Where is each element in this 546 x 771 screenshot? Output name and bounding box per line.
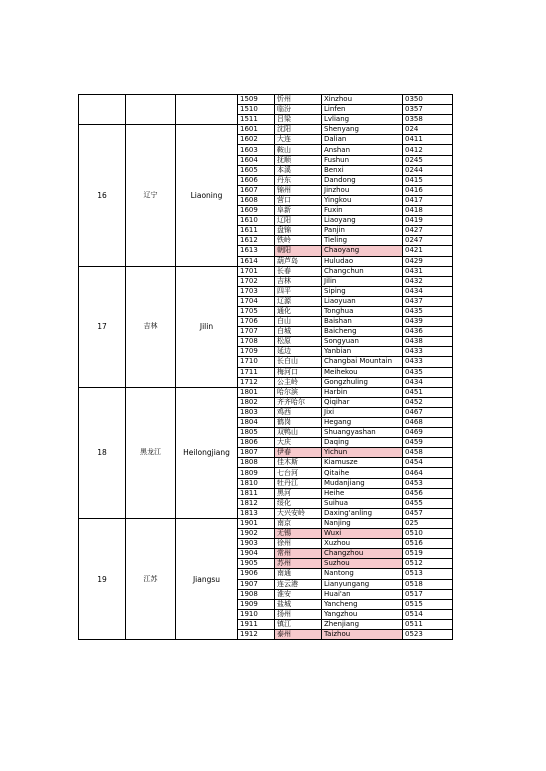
area-code-cell: 0518 xyxy=(403,579,453,589)
city-chinese-cell: 朝阳 xyxy=(275,246,322,256)
area-code-cell: 0419 xyxy=(403,216,453,226)
area-code-cell: 025 xyxy=(403,518,453,528)
city-chinese-cell: 齐齐哈尔 xyxy=(275,397,322,407)
city-chinese-cell: 忻州 xyxy=(275,95,322,105)
city-english-cell: Liaoyang xyxy=(322,216,403,226)
city-chinese-cell: 临汾 xyxy=(275,105,322,115)
province-english-cell: Heilongjiang xyxy=(176,387,238,518)
city-english-cell: Yangzhou xyxy=(322,609,403,619)
city-english-cell: Suzhou xyxy=(322,559,403,569)
city-code-cell: 1904 xyxy=(238,549,275,559)
city-english-cell: Panjin xyxy=(322,226,403,236)
city-chinese-cell: 常州 xyxy=(275,549,322,559)
area-code-cell: 0458 xyxy=(403,448,453,458)
city-code-cell: 1806 xyxy=(238,438,275,448)
city-chinese-cell: 伊春 xyxy=(275,448,322,458)
city-code-cell: 1607 xyxy=(238,185,275,195)
city-code-cell: 1603 xyxy=(238,145,275,155)
city-english-cell: Daqing xyxy=(322,438,403,448)
city-chinese-cell: 丹东 xyxy=(275,175,322,185)
province-number-cell: 16 xyxy=(79,125,126,266)
area-code-cell: 0451 xyxy=(403,387,453,397)
city-code-cell: 1907 xyxy=(238,579,275,589)
city-code-cell: 1613 xyxy=(238,246,275,256)
province-english-cell: Jiangsu xyxy=(176,518,238,639)
city-english-cell: Kiamusze xyxy=(322,458,403,468)
area-code-cell: 0247 xyxy=(403,236,453,246)
city-chinese-cell: 锦州 xyxy=(275,185,322,195)
area-code-cell: 0517 xyxy=(403,589,453,599)
area-code-cell: 0469 xyxy=(403,428,453,438)
area-code-cell: 024 xyxy=(403,125,453,135)
table-row xyxy=(79,518,453,528)
city-english-cell: Linfen xyxy=(322,105,403,115)
area-code-cell: 0454 xyxy=(403,458,453,468)
city-english-cell: Yichun xyxy=(322,448,403,458)
province-number-cell: 17 xyxy=(79,266,126,387)
province-number-cell: 18 xyxy=(79,387,126,518)
city-code-cell: 1706 xyxy=(238,317,275,327)
area-code-cell: 0515 xyxy=(403,599,453,609)
city-code-cell: 1509 xyxy=(238,95,275,105)
area-code-cell: 0415 xyxy=(403,175,453,185)
city-english-cell: Nantong xyxy=(322,569,403,579)
province-number-cell: 19 xyxy=(79,518,126,639)
city-chinese-cell: 葫芦岛 xyxy=(275,256,322,266)
area-code-cell: 0467 xyxy=(403,407,453,417)
area-code-cell: 0350 xyxy=(403,95,453,105)
city-english-cell: Siping xyxy=(322,286,403,296)
city-english-cell: Changbai Mountain xyxy=(322,357,403,367)
city-english-cell: Tieling xyxy=(322,236,403,246)
area-code-cell: 0435 xyxy=(403,306,453,316)
province-number-cell xyxy=(79,95,126,125)
city-chinese-cell: 白城 xyxy=(275,327,322,337)
city-english-cell: Tonghua xyxy=(322,306,403,316)
city-code-cell: 1802 xyxy=(238,397,275,407)
city-english-cell: Fushun xyxy=(322,155,403,165)
city-english-cell: Xuzhou xyxy=(322,539,403,549)
city-english-cell: Wuxi xyxy=(322,529,403,539)
city-code-cell: 1912 xyxy=(238,629,275,639)
city-code-cell: 1605 xyxy=(238,165,275,175)
city-code-cell: 1807 xyxy=(238,448,275,458)
city-code-cell: 1606 xyxy=(238,175,275,185)
city-code-cell: 1611 xyxy=(238,226,275,236)
city-english-cell: Mudanjiang xyxy=(322,478,403,488)
city-code-cell: 1707 xyxy=(238,327,275,337)
area-code-cell: 0357 xyxy=(403,105,453,115)
city-code-cell: 1911 xyxy=(238,619,275,629)
city-english-cell: Liaoyuan xyxy=(322,296,403,306)
city-chinese-cell: 徐州 xyxy=(275,539,322,549)
city-code-cell: 1813 xyxy=(238,508,275,518)
area-code-cell: 0453 xyxy=(403,478,453,488)
city-english-cell: Shenyang xyxy=(322,125,403,135)
city-code-cell: 1804 xyxy=(238,418,275,428)
area-code-cell: 0455 xyxy=(403,498,453,508)
city-chinese-cell: 淮安 xyxy=(275,589,322,599)
area-code-cell: 0437 xyxy=(403,296,453,306)
province-english-cell: Liaoning xyxy=(176,125,238,266)
city-english-cell: Jilin xyxy=(322,276,403,286)
city-chinese-cell: 牡丹江 xyxy=(275,478,322,488)
city-english-cell: Suihua xyxy=(322,498,403,508)
city-english-cell: Changzhou xyxy=(322,549,403,559)
city-code-cell: 1711 xyxy=(238,367,275,377)
city-chinese-cell: 长白山 xyxy=(275,357,322,367)
city-code-table xyxy=(78,94,453,640)
city-chinese-cell: 鹤岗 xyxy=(275,418,322,428)
city-english-cell: Heihe xyxy=(322,488,403,498)
city-code-cell: 1510 xyxy=(238,105,275,115)
city-code-cell: 1805 xyxy=(238,428,275,438)
city-english-cell: Qiqihar xyxy=(322,397,403,407)
city-chinese-cell: 大兴安岭 xyxy=(275,508,322,518)
city-chinese-cell: 绥化 xyxy=(275,498,322,508)
city-code-cell: 1901 xyxy=(238,518,275,528)
city-english-cell: Nanjing xyxy=(322,518,403,528)
table-row xyxy=(79,387,453,397)
area-code-cell: 0245 xyxy=(403,155,453,165)
city-code-cell: 1610 xyxy=(238,216,275,226)
area-code-cell: 0244 xyxy=(403,165,453,175)
table-row xyxy=(79,95,453,105)
area-code-cell: 0429 xyxy=(403,256,453,266)
city-english-cell: Changchun xyxy=(322,266,403,276)
city-code-cell: 1608 xyxy=(238,195,275,205)
city-chinese-cell: 通化 xyxy=(275,306,322,316)
area-code-cell: 0468 xyxy=(403,418,453,428)
area-code-cell: 0439 xyxy=(403,317,453,327)
city-chinese-cell: 四平 xyxy=(275,286,322,296)
city-english-cell: Jinzhou xyxy=(322,185,403,195)
city-chinese-cell: 梅河口 xyxy=(275,367,322,377)
city-english-cell: Yingkou xyxy=(322,195,403,205)
area-code-cell: 0417 xyxy=(403,195,453,205)
area-code-cell: 0512 xyxy=(403,559,453,569)
area-code-cell: 0452 xyxy=(403,397,453,407)
city-chinese-cell: 延边 xyxy=(275,347,322,357)
city-chinese-cell: 鞍山 xyxy=(275,145,322,155)
city-english-cell: Baicheng xyxy=(322,327,403,337)
city-code-cell: 1709 xyxy=(238,347,275,357)
city-code-cell: 1704 xyxy=(238,296,275,306)
city-code-cell: 1702 xyxy=(238,276,275,286)
city-english-cell: Yanbian xyxy=(322,347,403,357)
city-chinese-cell: 南京 xyxy=(275,518,322,528)
city-english-cell: Gongzhuling xyxy=(322,377,403,387)
city-code-cell: 1612 xyxy=(238,236,275,246)
city-chinese-cell: 扬州 xyxy=(275,609,322,619)
city-code-cell: 1803 xyxy=(238,407,275,417)
area-code-cell: 0432 xyxy=(403,276,453,286)
area-code-cell: 0436 xyxy=(403,327,453,337)
city-chinese-cell: 苏州 xyxy=(275,559,322,569)
area-code-cell: 0438 xyxy=(403,337,453,347)
city-code-cell: 1602 xyxy=(238,135,275,145)
city-code-cell: 1910 xyxy=(238,609,275,619)
city-chinese-cell: 沈阳 xyxy=(275,125,322,135)
area-code-cell: 0416 xyxy=(403,185,453,195)
area-code-cell: 0434 xyxy=(403,286,453,296)
city-chinese-cell: 大连 xyxy=(275,135,322,145)
city-english-cell: Lianyungang xyxy=(322,579,403,589)
city-code-cell: 1703 xyxy=(238,286,275,296)
city-english-cell: Yancheng xyxy=(322,599,403,609)
area-code-cell: 0433 xyxy=(403,357,453,367)
city-code-cell: 1810 xyxy=(238,478,275,488)
city-chinese-cell: 南通 xyxy=(275,569,322,579)
city-chinese-cell: 公主岭 xyxy=(275,377,322,387)
city-code-cell: 1809 xyxy=(238,468,275,478)
city-code-cell: 1801 xyxy=(238,387,275,397)
city-english-cell: Hegang xyxy=(322,418,403,428)
city-chinese-cell: 辽阳 xyxy=(275,216,322,226)
table-row xyxy=(79,266,453,276)
city-chinese-cell: 哈尔滨 xyxy=(275,387,322,397)
city-code-cell: 1906 xyxy=(238,569,275,579)
area-code-cell: 0427 xyxy=(403,226,453,236)
city-chinese-cell: 大庆 xyxy=(275,438,322,448)
city-english-cell: Jixi xyxy=(322,407,403,417)
city-chinese-cell: 黑河 xyxy=(275,488,322,498)
city-code-cell: 1908 xyxy=(238,589,275,599)
city-chinese-cell: 吕梁 xyxy=(275,115,322,125)
city-chinese-cell: 无锡 xyxy=(275,529,322,539)
city-code-cell: 1511 xyxy=(238,115,275,125)
city-code-cell: 1812 xyxy=(238,498,275,508)
city-chinese-cell: 连云港 xyxy=(275,579,322,589)
area-code-cell: 0418 xyxy=(403,206,453,216)
city-code-cell: 1712 xyxy=(238,377,275,387)
table-row xyxy=(79,125,453,135)
city-chinese-cell: 佳木斯 xyxy=(275,458,322,468)
city-chinese-cell: 七台河 xyxy=(275,468,322,478)
city-chinese-cell: 吉林 xyxy=(275,276,322,286)
area-code-cell: 0457 xyxy=(403,508,453,518)
city-english-cell: Huai'an xyxy=(322,589,403,599)
city-english-cell: Dandong xyxy=(322,175,403,185)
area-code-cell: 0513 xyxy=(403,569,453,579)
area-code-cell: 0433 xyxy=(403,347,453,357)
city-code-cell: 1604 xyxy=(238,155,275,165)
area-code-cell: 0434 xyxy=(403,377,453,387)
area-code-cell: 0358 xyxy=(403,115,453,125)
area-code-cell: 0511 xyxy=(403,619,453,629)
area-code-cell: 0435 xyxy=(403,367,453,377)
city-english-cell: Songyuan xyxy=(322,337,403,347)
city-english-cell: Chaoyang xyxy=(322,246,403,256)
city-chinese-cell: 铁岭 xyxy=(275,236,322,246)
city-code-cell: 1601 xyxy=(238,125,275,135)
city-code-cell: 1705 xyxy=(238,306,275,316)
province-chinese-cell xyxy=(126,95,176,125)
area-code-cell: 0519 xyxy=(403,549,453,559)
city-english-cell: Lvliang xyxy=(322,115,403,125)
city-chinese-cell: 盘锦 xyxy=(275,226,322,236)
city-english-cell: Meihekou xyxy=(322,367,403,377)
city-chinese-cell: 辽源 xyxy=(275,296,322,306)
city-chinese-cell: 长春 xyxy=(275,266,322,276)
area-code-cell: 0459 xyxy=(403,438,453,448)
city-code-table-body xyxy=(79,95,453,640)
city-chinese-cell: 双鸭山 xyxy=(275,428,322,438)
city-code-cell: 1909 xyxy=(238,599,275,609)
city-code-cell: 1808 xyxy=(238,458,275,468)
city-code-cell: 1710 xyxy=(238,357,275,367)
city-chinese-cell: 镇江 xyxy=(275,619,322,629)
city-chinese-cell: 营口 xyxy=(275,195,322,205)
city-english-cell: Zhenjiang xyxy=(322,619,403,629)
city-english-cell: Benxi xyxy=(322,165,403,175)
city-chinese-cell: 阜新 xyxy=(275,206,322,216)
area-code-cell: 0516 xyxy=(403,539,453,549)
city-code-cell: 1902 xyxy=(238,529,275,539)
city-chinese-cell: 松原 xyxy=(275,337,322,347)
city-english-cell: Fuxin xyxy=(322,206,403,216)
area-code-cell: 0431 xyxy=(403,266,453,276)
area-code-cell: 0464 xyxy=(403,468,453,478)
city-code-cell: 1609 xyxy=(238,206,275,216)
area-code-cell: 0412 xyxy=(403,145,453,155)
city-chinese-cell: 抚顺 xyxy=(275,155,322,165)
city-code-cell: 1905 xyxy=(238,559,275,569)
city-english-cell: Shuangyashan xyxy=(322,428,403,438)
area-code-cell: 0514 xyxy=(403,609,453,619)
area-code-cell: 0456 xyxy=(403,488,453,498)
province-chinese-cell: 江苏 xyxy=(126,518,176,639)
province-english-cell: Jilin xyxy=(176,266,238,387)
city-english-cell: Taizhou xyxy=(322,629,403,639)
city-english-cell: Qitaihe xyxy=(322,468,403,478)
province-chinese-cell: 吉林 xyxy=(126,266,176,387)
city-english-cell: Anshan xyxy=(322,145,403,155)
city-english-cell: Xinzhou xyxy=(322,95,403,105)
area-code-cell: 0411 xyxy=(403,135,453,145)
city-chinese-cell: 盐城 xyxy=(275,599,322,609)
city-chinese-cell: 本溪 xyxy=(275,165,322,175)
city-code-cell: 1708 xyxy=(238,337,275,347)
area-code-cell: 0510 xyxy=(403,529,453,539)
city-code-cell: 1811 xyxy=(238,488,275,498)
city-english-cell: Daxing'anling xyxy=(322,508,403,518)
city-chinese-cell: 白山 xyxy=(275,317,322,327)
city-code-cell: 1903 xyxy=(238,539,275,549)
city-chinese-cell: 泰州 xyxy=(275,629,322,639)
city-code-cell: 1701 xyxy=(238,266,275,276)
city-english-cell: Dalian xyxy=(322,135,403,145)
province-chinese-cell: 辽宁 xyxy=(126,125,176,266)
province-english-cell xyxy=(176,95,238,125)
city-english-cell: Harbin xyxy=(322,387,403,397)
city-chinese-cell: 鸡西 xyxy=(275,407,322,417)
city-code-cell: 1614 xyxy=(238,256,275,266)
area-code-cell: 0523 xyxy=(403,629,453,639)
city-english-cell: Baishan xyxy=(322,317,403,327)
area-code-cell: 0421 xyxy=(403,246,453,256)
province-chinese-cell: 黑龙江 xyxy=(126,387,176,518)
city-english-cell: Huludao xyxy=(322,256,403,266)
